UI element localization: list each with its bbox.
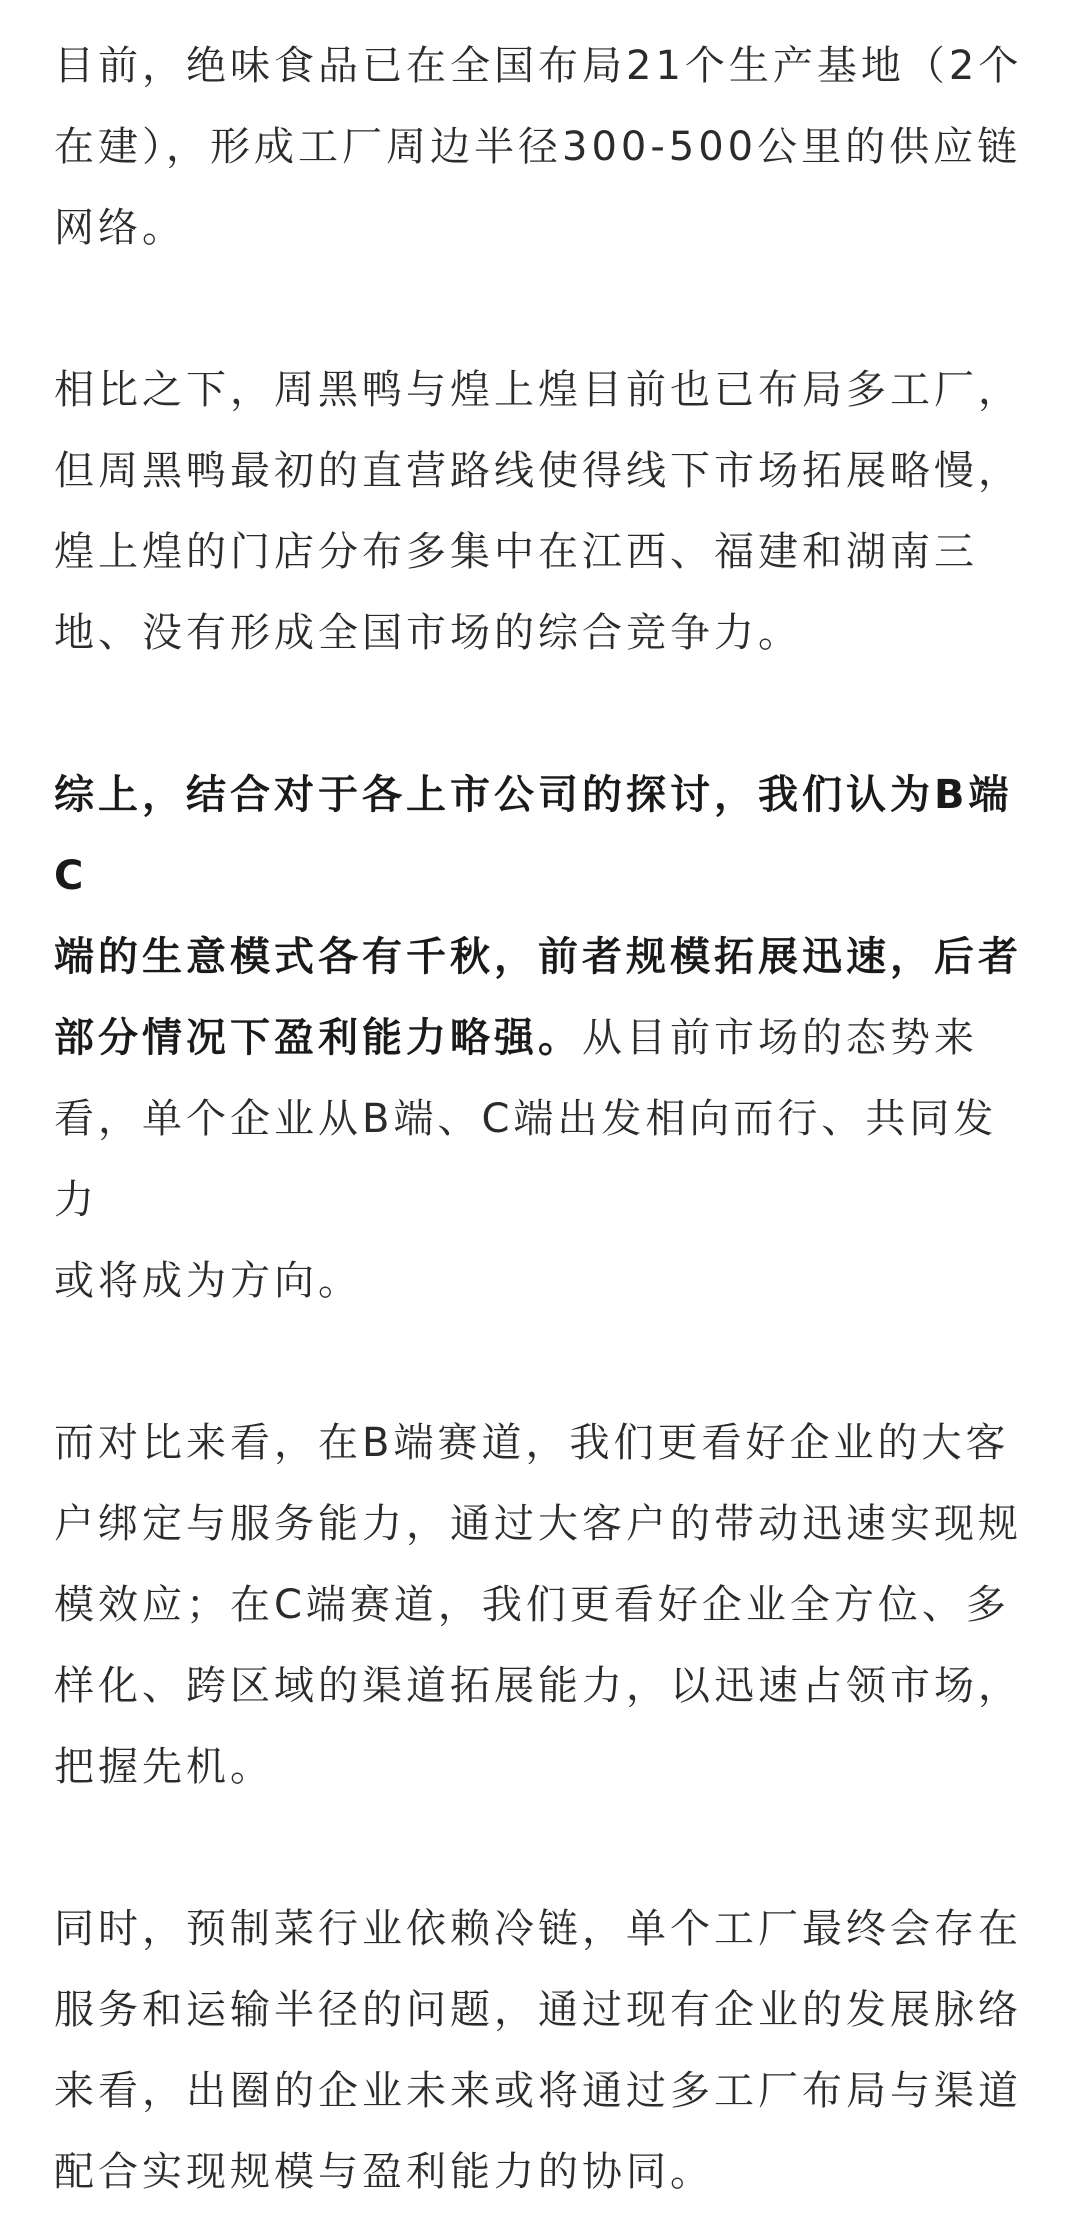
paragraph-text: 同时，预制菜行业依赖冷链，单个工厂最终会存在 服务和运输半径的问题，通过现有企业的发展脉络 来看，出圈的企业未来或将通过多工厂布局与渠道 配合实现规模与盈利能力的协同。 [54,1906,1022,2195]
paragraph-summary [54,755,1034,1322]
paragraph-text: 而对比来看，在B端赛道，我们更看好企业的大客 户绑定与服务能力，通过大客户的带动迅速实现规 模效应；在C端赛道，我们更看好企业全方位、多 样化、跨区域的渠道拓展能力，以迅速占领市场， 把握先机。 [54,1420,1022,1790]
paragraph-text: 从目前市场的态势来 看，单个企业从B端、C端出发相向而行、共同发力 或将成为方向。 [54,1015,998,1304]
paragraph-competitors [54,350,1034,674]
paragraph-text: 相比之下，周黑鸭与煌上煌目前也已布局多工厂， 但周黑鸭最初的直营路线使得线下市场拓展略慢， 煌上煌的门店分布多集中在江西、福建和湖南三 地、没有形成全国市场的综合竞争力。 [54,367,1022,656]
paragraph-cold-chain [54,1889,1034,2213]
paragraph-bold-lead: 综上，结合对于各上市公司的探讨，我们认为B端C 端的生意模式各有千秋，前者规模拓展迅速，后者 部分情况下盈利能力略强。 [54,772,1022,1061]
paragraph-production-bases [54,26,1034,269]
paragraph-text: 目前，绝味食品已在全国布局21个生产基地（2个 在建），形成工厂周边半径300-500公里的供应链 网络。 [54,43,1023,251]
paragraph-comparison [54,1403,1034,1808]
article-body [54,26,1034,2213]
